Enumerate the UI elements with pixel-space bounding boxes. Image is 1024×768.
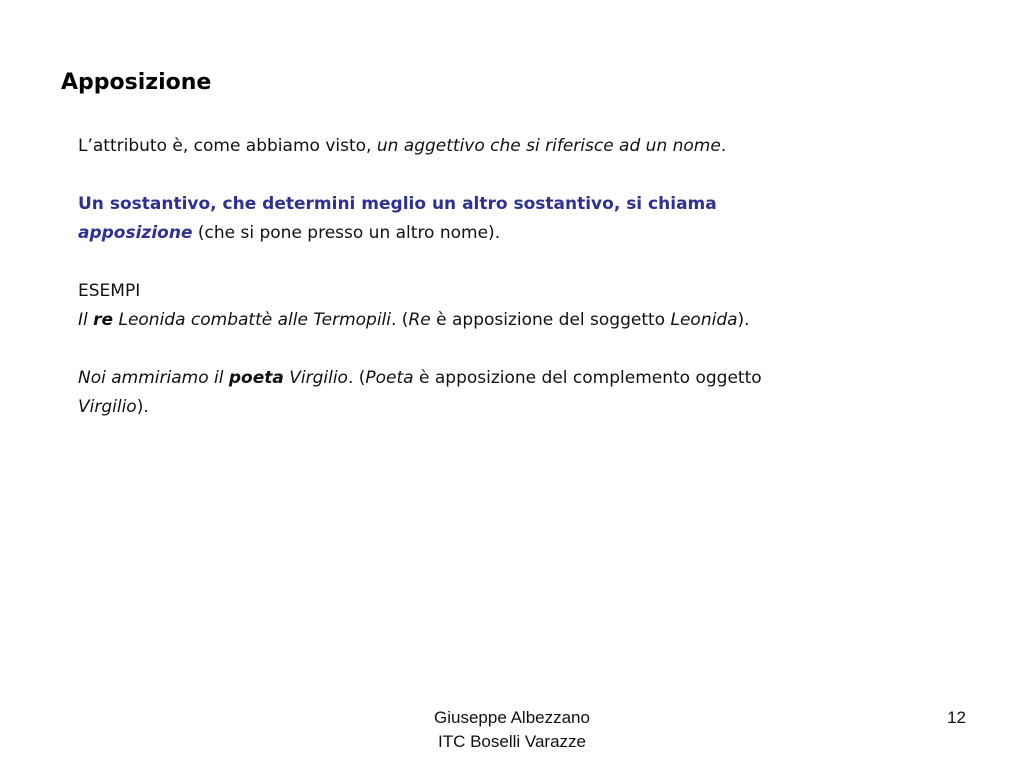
ex2-bold-word: poeta xyxy=(228,368,284,388)
definition-bold: Un sostantivo, che determini meglio un altro sostantivo, si chiama xyxy=(78,194,717,214)
definition-term: apposizione xyxy=(78,223,193,243)
slide-content xyxy=(78,132,958,422)
p1-suffix: . xyxy=(720,136,727,156)
footer-credits xyxy=(362,706,662,754)
definition-rest: (che si pone presso un altro nome). xyxy=(192,223,501,243)
slide-title: Apposizione xyxy=(61,70,212,95)
ex1-end: ). xyxy=(737,310,750,330)
example-2 xyxy=(78,364,958,422)
ex2-italic-3: Poeta xyxy=(365,368,414,388)
example-1 xyxy=(78,306,958,335)
paragraph-attribute xyxy=(78,132,958,161)
ex1-italic-4: Leonida xyxy=(670,310,738,330)
paragraph-definition xyxy=(78,190,958,248)
ex1-mid: . ( xyxy=(391,310,409,330)
ex2-mid-2: è apposizione del complemento oggetto xyxy=(413,368,762,388)
footer-school: ITC Boselli Varazze xyxy=(437,732,586,751)
p1-italic: un aggettivo che si riferisce ad un nome xyxy=(376,136,721,156)
ex1-italic-3: Re xyxy=(408,310,431,330)
ex2-mid: . ( xyxy=(347,368,366,388)
ex2-italic-4: Virgilio xyxy=(78,397,137,417)
ex2-end: ). xyxy=(136,397,149,417)
ex1-italic-2: Leonida combattè alle Termopili xyxy=(113,310,391,330)
spacer xyxy=(78,335,958,364)
ex2-italic-2: Virgilio xyxy=(283,368,348,388)
p1-prefix: L’attributo è, come abbiamo visto, xyxy=(78,136,377,156)
footer-author: Giuseppe Albezzano xyxy=(434,708,590,727)
spacer xyxy=(78,161,958,190)
ex2-italic-1: Noi ammiriamo il xyxy=(78,368,229,388)
ex1-bold-word: re xyxy=(93,310,114,330)
ex1-italic-1: Il xyxy=(78,310,94,330)
ex1-mid-2: è apposizione del soggetto xyxy=(430,310,671,330)
examples-heading: ESEMPI xyxy=(78,281,141,301)
page-number: 12 xyxy=(947,708,966,727)
spacer xyxy=(78,248,958,277)
